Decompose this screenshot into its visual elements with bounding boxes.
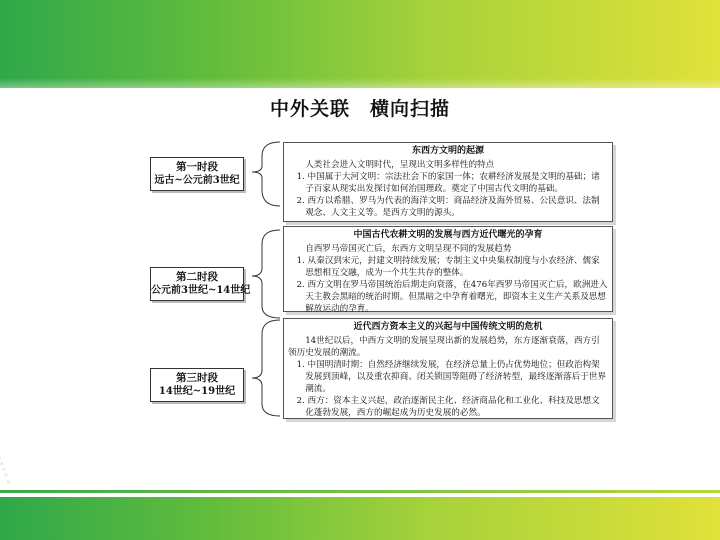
panel-item: 2. 西方文明在罗马帝国统治后期走向衰落，在476年西罗马帝国灭亡后，欧洲进入天主教会黑暗的统治时期。但黑暗之中孕育着曙光，即资本主义生产关系及思想解放运动的孕育。: [296, 280, 608, 314]
period-range: 14世纪~19世纪: [158, 386, 236, 397]
period-name: 第二时段: [176, 271, 218, 283]
panel-title: 中国古代农耕文明的发展与西方近代曙光的孕育: [353, 230, 543, 240]
period-box-1: [150, 157, 244, 191]
period-name: 第三时段: [176, 372, 218, 384]
period-box-2: [150, 267, 251, 301]
period-panel-3: [283, 318, 613, 419]
period-panel-1: [283, 142, 613, 222]
period-name: 第一时段: [176, 161, 218, 173]
panel-lead: 14世纪以后，中西方文明的发展呈现出新的发展趋势，东方逐渐衰落，西方引领历史发展的潮流。: [288, 336, 600, 358]
panel-item: 1. 中国属于大河文明：宗法社会下的家国一体；农耕经济发展是文明的基础；诸子百家从现实出发探讨如何治国理政。奠定了中国古代文明的基础。: [296, 172, 600, 194]
period-box-3: [150, 368, 244, 402]
panel-lead: 人类社会进入文明时代，呈现出文明多样性的特点: [305, 160, 495, 170]
panel-lead: 自西罗马帝国灭亡后，东西方文明呈现不同的发展趋势: [305, 244, 512, 254]
panel-item: 2. 西方：资本主义兴起，政治逐渐民主化、经济商品化和工业化、科技及思想文化蓬勃发展，西方的崛起成为历史发展的必然。: [296, 396, 600, 418]
period-range: 远古~公元前3世纪: [154, 175, 240, 186]
period-panel-2: [283, 226, 613, 312]
panel-item: 1. 中国明清时期：自然经济继续发展，在经济总量上仍占优势地位；但政治构架发展到顶峰，以及重农抑商、闭关锁国等阻碍了经济转型，最终逐渐落后于世界潮流。: [296, 360, 606, 394]
panel-title: 近代西方资本主义的兴起与中国传统文明的危机: [353, 322, 543, 332]
panel-item: 2. 西方以希腊、罗马为代表的海洋文明：商品经济及海外贸易、公民意识、法制观念、人文主义等。是西方文明的源头。: [296, 196, 600, 218]
period-range: 公元前3世纪~14世纪: [151, 285, 251, 296]
panel-title: 东西方文明的起源: [411, 146, 484, 156]
panel-item: 1. 从秦汉到宋元，封建文明持续发展；专制主义中央集权制度与小农经济、儒家思想相互交融，成为一个共生共存的整体。: [296, 256, 600, 278]
page-title: 中外关联 横向扫描: [269, 98, 450, 120]
